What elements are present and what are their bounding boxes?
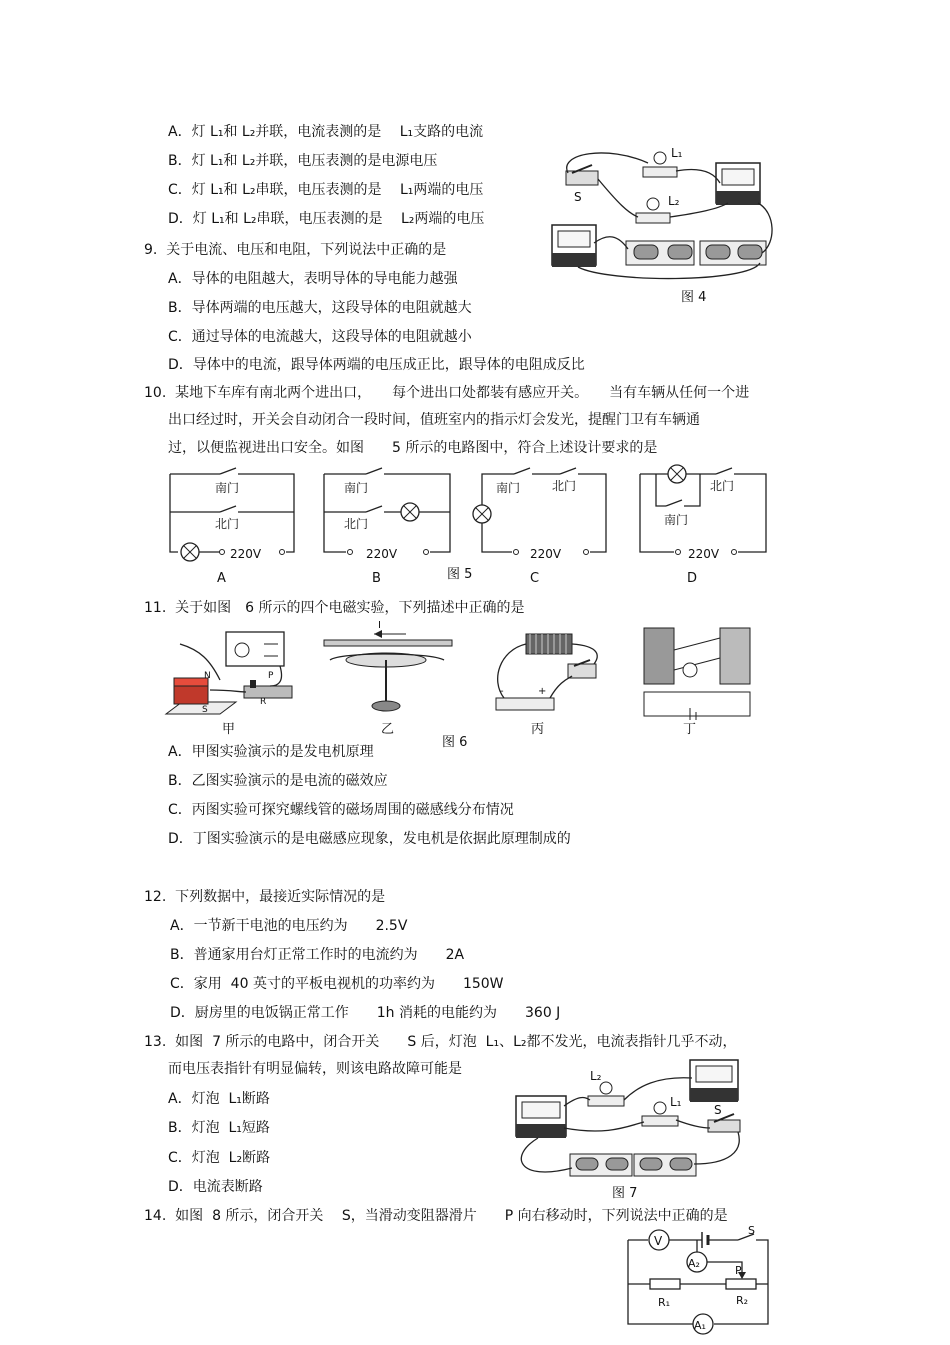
q9-stem: 9. 关于电流、电压和电阻，下列说法中正确的是 [144,242,447,258]
q11-stem: 11. 关于如图 6 所示的四个电磁实验，下列描述中正确的是 [144,600,525,616]
fig7-switch [708,1114,740,1132]
figure-5-caption: 图 5 [447,567,473,582]
fig7-meter-left [516,1096,566,1138]
fig8-r1-label: R₁ [658,1296,671,1309]
fig6-yi-apparatus [324,620,452,711]
figure-7-circuit [508,1056,748,1182]
fig4-batteries [626,241,766,265]
fig5-label-a: A [217,571,226,586]
figure-6-experiments [160,620,760,720]
q13-option-a: A．灯泡 L₁断路 [168,1091,270,1107]
fig5-b-south-label: 南门 [344,481,369,495]
fig6-label-bing: 丙 [531,722,545,737]
q11-option-d: D．丁图实验演示的是电磁感应现象，发电机是依据此原理制成的 [168,831,571,847]
fig5-label-b: B [372,571,381,586]
q8-option-b: B．灯 L₁和 L₂并联，电压表测的是电源电压 [168,153,438,169]
q12-option-c: C．家用 40 英寸的平板电视机的功率约为 150W [170,976,504,992]
fig7-l2-label: L₂ [590,1069,602,1083]
q9-option-b: B．导体两端的电压越大，这段导体的电阻就越大 [168,300,472,316]
fig7-switch-label: S [714,1103,722,1117]
fig7-batteries [570,1154,696,1176]
fig4-lamp-l2 [636,198,670,223]
fig5-a-north-label: 北门 [215,517,240,531]
fig8-slider-label: P [735,1264,742,1277]
fig4-switch-label: S [574,190,582,204]
q12-option-d: D．厨房里的电饭锅正常工作 1h 消耗的电能约为 360 J [170,1005,561,1021]
fig8-a2-label: A₂ [688,1257,700,1270]
fig5-a-south-label: 南门 [215,481,240,495]
q8-option-c: C．灯 L₁和 L₂串联，电压表测的是 L₁两端的电压 [168,182,484,198]
fig4-meter-left [552,225,596,267]
q11-option-a: A．甲图实验演示的是发电机原理 [168,744,374,760]
figure-6-caption: 图 6 [442,735,468,750]
fig4-l1-label: L₁ [671,146,683,160]
fig6-jia-p-label: P [268,671,274,681]
q13-option-b: B．灯泡 L₁短路 [168,1120,270,1136]
q12-option-a: A．一节新干电池的电压约为 2.5V [170,918,408,934]
fig7-meter-right [690,1060,738,1102]
fig8-voltmeter-label: V [654,1234,663,1248]
fig4-meter-right [716,163,760,205]
fig5-b-north-label: 北门 [344,517,369,531]
fig8-switch-label: S [748,1224,755,1237]
fig5-circuit-d [640,465,766,561]
figure-5-circuits [160,462,780,564]
q11-option-c: C．丙图实验可探究螺线管的磁场周围的磁感线分布情况 [168,802,514,818]
fig6-ding-apparatus [644,628,750,720]
fig5-label-c: C [530,571,540,586]
fig6-jia-n-label: N [204,671,211,681]
q9-option-c: C．通过导体的电流越大，这段导体的电阻就越小 [168,329,472,345]
fig7-lamp-l2 [588,1082,624,1106]
fig8-r2-label: R₂ [736,1294,749,1307]
q13-stem-line1: 13. 如图 7 所示的电路中，闭合开关 S 后，灯泡 L₁、L₂都不发光，电流表指针几乎不动， [144,1034,737,1050]
fig5-d-north-label: 北门 [710,479,735,493]
fig5-d-voltage: 220V [688,547,720,561]
fig5-circuit-a [170,468,294,561]
q9-option-a: A．导体的电阻越大，表明导体的导电能力越强 [168,271,458,287]
fig6-label-ding: 丁 [683,722,697,737]
fig5-label-d: D [687,571,698,586]
fig8-a1-label: A₁ [694,1319,706,1332]
q12-option-b: B．普通家用台灯正常工作时的电流约为 2A [170,947,465,963]
fig6-jia-apparatus [166,632,292,715]
q10-stem-line3: 过，以便监视进出口安全。如图 5 所示的电路图中，符合上述设计要求的是 [168,440,658,456]
fig5-d-south-label: 南门 [664,513,689,527]
figure-8-circuit [618,1222,778,1338]
fig4-l2-label: L₂ [668,194,680,208]
fig5-b-voltage: 220V [366,547,398,561]
svg-text:-: - [500,686,504,697]
fig7-l1-label: L₁ [670,1095,682,1109]
figure-7-caption: 图 7 [612,1186,638,1201]
fig6-jia-s-label: S [202,705,208,715]
q13-option-c: C．灯泡 L₂断路 [168,1150,271,1166]
figure-4-caption: 图 4 [681,290,707,305]
fig5-c-south-label: 南门 [496,481,521,495]
fig5-circuit-c [473,468,606,561]
figure-4-circuit [548,143,778,283]
fig5-c-north-label: 北门 [552,479,577,493]
q8-option-a: A．灯 L₁和 L₂并联，电流表测的是 L₁支路的电流 [168,124,484,140]
q14-stem: 14. 如图 8 所示，闭合开关 S，当滑动变阻器滑片 P 向右移动时，下列说法中正确的是 [144,1208,728,1224]
fig6-jia-r-label: R [260,697,267,707]
fig6-current-label: I [378,620,381,631]
fig6-label-yi: 乙 [381,722,395,737]
fig6-label-jia: 甲 [222,722,236,737]
fig6-bing-apparatus [496,634,597,710]
q11-option-b: B．乙图实验演示的是电流的磁效应 [168,773,388,789]
fig5-a-voltage: 220V [230,547,262,561]
q10-stem-line1: 10. 某地下车库有南北两个进出口， 每个进出口处都装有感应开关。 当有车辆从任何一个进 [144,385,750,401]
q13-stem-line2: 而电压表指针有明显偏转，则该电路故障可能是 [168,1061,462,1077]
fig4-switch [566,165,598,185]
fig5-circuit-b [324,468,450,561]
q13-option-d: D．电流表断路 [168,1179,263,1195]
fig5-c-voltage: 220V [530,547,562,561]
q10-stem-line2: 出口经过时，开关会自动闭合一段时间，值班室内的指示灯会发光，提醒门卫有车辆通 [168,412,700,428]
q9-option-d: D．导体中的电流，跟导体两端的电压成正比，跟导体的电阻成反比 [168,357,585,373]
q12-stem: 12. 下列数据中，最接近实际情况的是 [144,889,386,905]
svg-text:+: + [538,686,547,697]
q8-option-d: D．灯 L₁和 L₂串联，电压表测的是 L₂两端的电压 [168,211,485,227]
